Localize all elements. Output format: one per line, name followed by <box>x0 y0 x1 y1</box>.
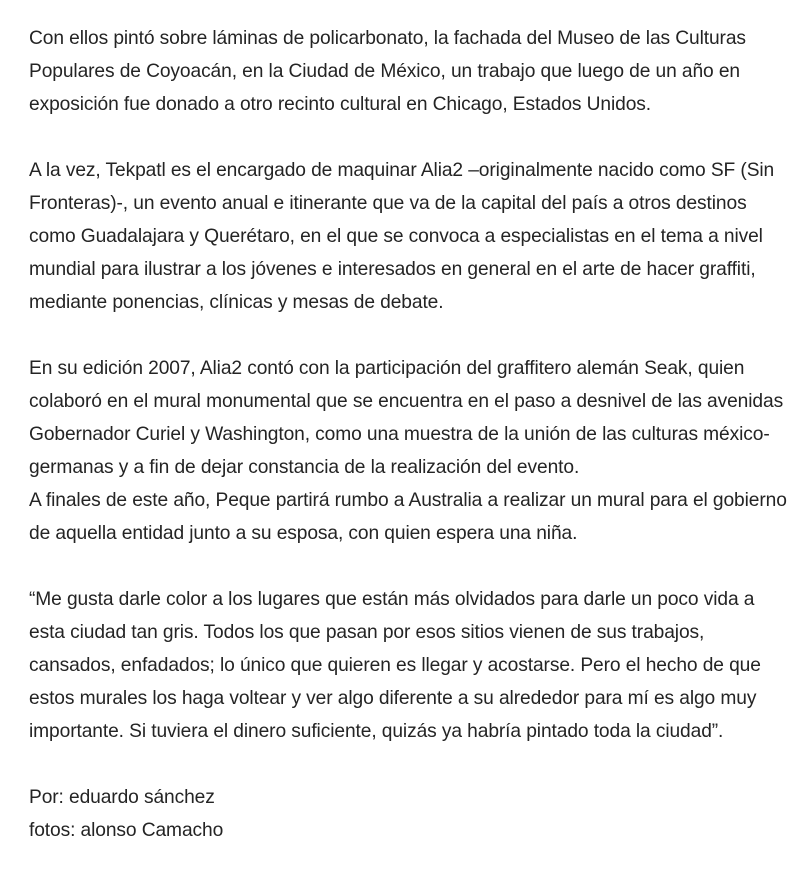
article-paragraph: Con ellos pintó sobre láminas de policarbonato, la fachada del Museo de las Culturas Populares de Coyoacán, en la Ciudad de México, un trabajo que luego de un año en exposición fue donado a otro recinto cultural en Chicago, Estados Unidos. <box>29 28 746 115</box>
article-paragraph: En su edición 2007, Alia2 contó con la participación del graffitero alemán Seak, quien colaboró en el mural monumental que se encuentra en el paso a desnivel de las avenidas Gobernador Curiel y Washington, como una muestra de la unión de las culturas méxico-germanas y a fin de dejar constancia de la realización del evento. <box>29 358 784 478</box>
article-paragraph: A la vez, Tekpatl es el encargado de maquinar Alia2 –originalmente nacido como SF (Sin Fronteras)-, un evento anual e itinerante que va de la capital del país a otros destinos como Guadalajara y Querétaro, en el que se convoca a especialistas en el tema a nivel mundial para ilustrar a los jóvenes e interesados en general en el arte de hacer graffiti, mediante ponencias, clínicas y mesas de debate. <box>29 160 775 313</box>
credits <box>29 781 794 847</box>
article-paragraph: “Me gusta darle color a los lugares que están más olvidados para darle un poco vida a esta ciudad tan gris. Todos los que pasan por esos sitios vienen de sus trabajos, cansados, enfadados; lo único que quieren es llegar y acostarse. Pero el hecho de que estos murales los haga voltear y ver algo diferente a su alrededor para mí es algo muy importante. Si tuviera el dinero suficiente, quizás ya habría pintado toda la ciudad”. <box>29 589 761 742</box>
photo-credit: fotos: alonso Camacho <box>29 820 224 841</box>
article-body <box>29 22 794 847</box>
article-paragraph: A finales de este año, Peque partirá rumbo a Australia a realizar un mural para el gobierno de aquella entidad junto a su esposa, con quien espera una niña. <box>29 490 787 544</box>
author-credit: Por: eduardo sánchez <box>29 787 215 808</box>
